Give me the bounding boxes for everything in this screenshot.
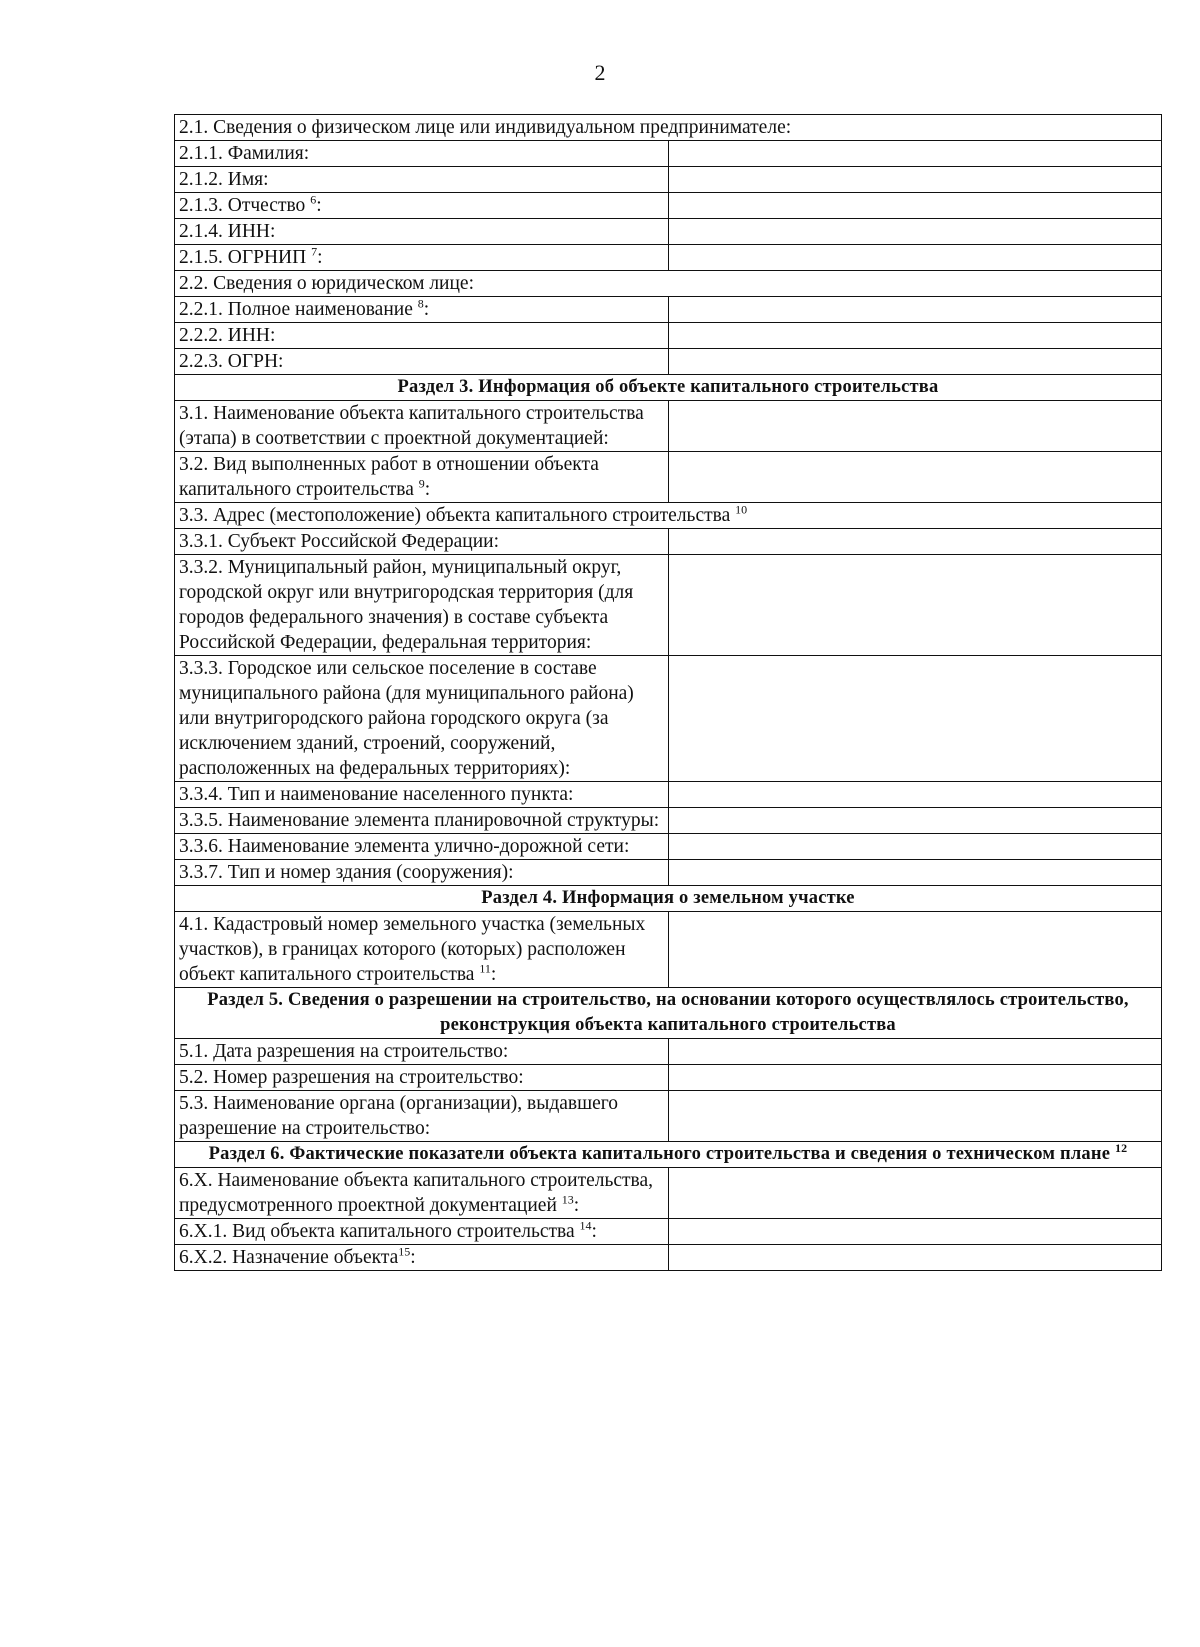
form-row: [175, 1039, 1162, 1065]
label-text: 3.3. Адрес (местоположение) объекта капитального строительства: [179, 505, 736, 526]
label-text: 2.1. Сведения о физическом лице или индивидуальном предпринимателе:: [179, 117, 792, 138]
label-text: 6.X.1. Вид объекта капитального строительства: [179, 1221, 580, 1242]
form-row: [175, 808, 1162, 834]
label-text: 2.2.3. ОГРН:: [179, 351, 284, 372]
field-value[interactable]: [668, 1091, 1162, 1142]
field-value[interactable]: [668, 141, 1162, 167]
section-title: [175, 1142, 1162, 1168]
label-text: 2.1.4. ИНН:: [179, 221, 276, 242]
field-label: [175, 555, 669, 656]
footnote-marker: 13: [561, 1192, 574, 1207]
form-row: [175, 834, 1162, 860]
label-text: 3.3.3. Городское или сельское поселение в составе муниципального района (для муниципального района) или внутригородского района городского округа (за исключением зданий, строений, сооружений, расположенных на федеральных территориях):: [179, 658, 634, 779]
section-header-row: [175, 1142, 1162, 1168]
form-row: [175, 401, 1162, 452]
field-label: [175, 1039, 669, 1065]
field-label: [175, 656, 669, 782]
label-text: 5.3. Наименование органа (организации), выдавшего разрешение на строительство:: [179, 1093, 619, 1139]
field-label: [175, 219, 669, 245]
label-colon: :: [423, 299, 430, 320]
footnote-marker: 7: [311, 244, 318, 259]
field-label: [175, 141, 669, 167]
section-header-row: [175, 988, 1162, 1039]
field-value[interactable]: [668, 529, 1162, 555]
field-label: [175, 1065, 669, 1091]
field-value[interactable]: [668, 1065, 1162, 1091]
field-label: [175, 349, 669, 375]
label-text: 2.1.5. ОГРНИП: [179, 247, 312, 268]
section-header-row: [175, 886, 1162, 912]
field-label: [175, 297, 669, 323]
label-colon: :: [410, 1247, 416, 1268]
footnote-marker: 6: [310, 192, 317, 207]
label-text: 3.3.4. Тип и наименование населенного пункта:: [179, 784, 574, 805]
field-value[interactable]: [668, 349, 1162, 375]
field-label: [175, 323, 669, 349]
form-body: [175, 115, 1162, 1271]
label-text: Раздел 3. Информация об объекте капитального строительства: [397, 377, 939, 397]
field-value[interactable]: [668, 1245, 1162, 1271]
field-label: [175, 1168, 669, 1219]
label-text: 2.1.3. Отчество: [179, 195, 311, 216]
section-title: [175, 988, 1162, 1039]
label-text: 2.2.2. ИНН:: [179, 325, 276, 346]
form-row: [175, 323, 1162, 349]
label-text: Раздел 5. Сведения о разрешении на строительство, на основании которого осуществлялось строительство, реконструкция объекта капитального строительства: [207, 990, 1129, 1035]
form-row: [175, 782, 1162, 808]
footnote-marker: 10: [735, 502, 748, 517]
label-colon: :: [573, 1195, 580, 1216]
label-colon: :: [316, 195, 322, 216]
field-label: [175, 860, 669, 886]
footnote-marker: 15: [398, 1244, 411, 1259]
field-label: [175, 193, 669, 219]
group-heading: [175, 503, 1162, 529]
form-row: [175, 349, 1162, 375]
label-text: 3.2. Вид выполненных работ в отношении объекта капитального строительства: [179, 454, 599, 500]
form-row: [175, 297, 1162, 323]
label-text: 3.3.5. Наименование элемента планировочной структуры:: [179, 810, 660, 831]
form-row: [175, 656, 1162, 782]
field-value[interactable]: [668, 555, 1162, 656]
field-label: [175, 834, 669, 860]
form-row: [175, 193, 1162, 219]
label-text: 6.X.2. Назначение объекта: [179, 1247, 399, 1268]
field-value[interactable]: [668, 782, 1162, 808]
field-label: [175, 782, 669, 808]
form-row: [175, 167, 1162, 193]
section-title: [175, 375, 1162, 401]
footnote-marker: 9: [418, 476, 425, 491]
field-value[interactable]: [668, 167, 1162, 193]
form-row: [175, 1219, 1162, 1245]
form-row: [175, 555, 1162, 656]
field-value[interactable]: [668, 245, 1162, 271]
section-title: [175, 886, 1162, 912]
label-text: 3.3.7. Тип и номер здания (сооружения):: [179, 862, 514, 883]
group-heading: [175, 115, 1162, 141]
field-value[interactable]: [668, 219, 1162, 245]
form-row: [175, 245, 1162, 271]
page-number: 2: [594, 60, 606, 85]
form-row: [175, 271, 1162, 297]
section-header-row: [175, 375, 1162, 401]
field-value[interactable]: [668, 834, 1162, 860]
field-label: [175, 1219, 669, 1245]
footnote-marker: 11: [479, 961, 491, 976]
label-text: 3.3.6. Наименование элемента улично-дорожной сети:: [179, 836, 630, 857]
field-value[interactable]: [668, 297, 1162, 323]
label-colon: :: [424, 479, 431, 500]
form-table: [174, 114, 1162, 1271]
label-text: 3.1. Наименование объекта капитального строительства (этапа) в соответствии с проектной документацией:: [179, 403, 644, 449]
label-text: 2.1.1. Фамилия:: [179, 143, 310, 164]
footnote-marker: 14: [579, 1218, 592, 1233]
field-value[interactable]: [668, 452, 1162, 503]
field-value[interactable]: [668, 912, 1162, 988]
label-text: Раздел 4. Информация о земельном участке: [481, 888, 855, 908]
label-text: 5.2. Номер разрешения на строительство:: [179, 1067, 524, 1088]
label-colon: :: [317, 247, 323, 268]
form-row: [175, 115, 1162, 141]
label-text: 2.1.2. Имя:: [179, 169, 269, 190]
label-colon: :: [591, 1221, 597, 1242]
field-value[interactable]: [668, 193, 1162, 219]
field-label: [175, 401, 669, 452]
form-row: [175, 1065, 1162, 1091]
footnote-marker: 8: [417, 296, 424, 311]
group-heading: [175, 271, 1162, 297]
form-row: [175, 452, 1162, 503]
label-text: 5.1. Дата разрешения на строительство:: [179, 1041, 509, 1062]
form-row: [175, 1168, 1162, 1219]
form-row: [175, 529, 1162, 555]
label-text: 4.1. Кадастровый номер земельного участка (земельных участков), в границах которого (которых) расположен объект капитального строительства: [179, 914, 646, 985]
field-label: [175, 1091, 669, 1142]
label-text: 6.X. Наименование объекта капитального строительства, предусмотренного проектной документацией: [179, 1170, 654, 1216]
form-row: [175, 503, 1162, 529]
label-text: 3.3.2. Муниципальный район, муниципальный округ, городской округ или внутригородская территория (для городов федерального значения) в составе субъекта Российской Федерации, федеральная территория:: [179, 557, 634, 653]
field-label: [175, 167, 669, 193]
field-label: [175, 529, 669, 555]
form-row: [175, 1091, 1162, 1142]
label-text: 3.3.1. Субъект Российской Федерации:: [179, 531, 500, 552]
field-value[interactable]: [668, 323, 1162, 349]
field-value[interactable]: [668, 656, 1162, 782]
label-colon: :: [490, 964, 497, 985]
form-row: [175, 219, 1162, 245]
field-value[interactable]: [668, 1168, 1162, 1219]
footnote-marker: 12: [1114, 1140, 1128, 1155]
field-value[interactable]: [668, 860, 1162, 886]
field-label: [175, 1245, 669, 1271]
field-value[interactable]: [668, 808, 1162, 834]
field-label: [175, 808, 669, 834]
form-row: [175, 1245, 1162, 1271]
field-value[interactable]: [668, 401, 1162, 452]
field-label: [175, 452, 669, 503]
form-row: [175, 860, 1162, 886]
field-label: [175, 912, 669, 988]
label-text: Раздел 6. Фактические показатели объекта капитального строительства и сведения о техническом плане: [208, 1144, 1115, 1164]
field-value[interactable]: [668, 1219, 1162, 1245]
label-text: 2.2.1. Полное наименование: [179, 299, 418, 320]
field-label: [175, 245, 669, 271]
label-text: 2.2. Сведения о юридическом лице:: [179, 273, 475, 294]
field-value[interactable]: [668, 1039, 1162, 1065]
form-row: [175, 912, 1162, 988]
form-row: [175, 141, 1162, 167]
